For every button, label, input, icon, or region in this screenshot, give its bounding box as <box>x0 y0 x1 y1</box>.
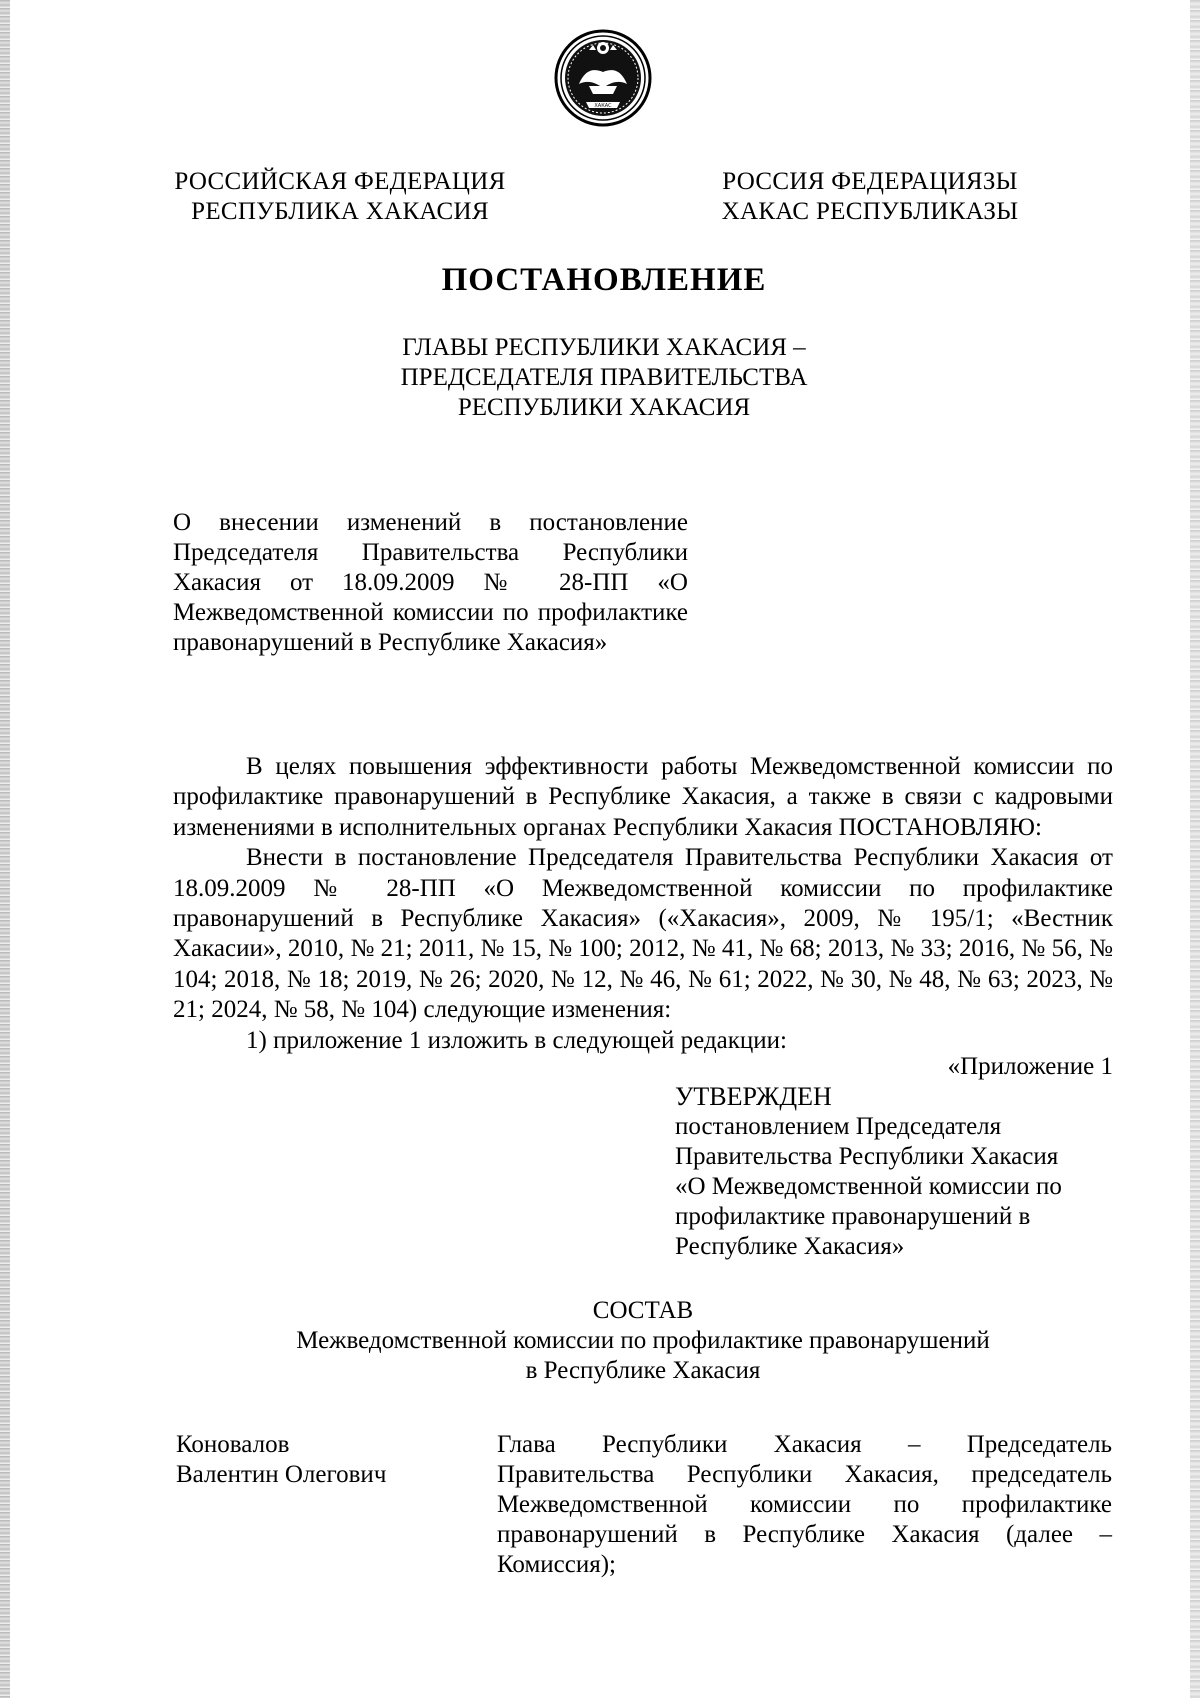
approved-line-4: профилактике правонарушений в <box>675 1203 1031 1230</box>
composition-title: СОСТАВ <box>592 1297 694 1324</box>
approved-title: УТВЕРЖДЕН <box>675 1082 832 1111</box>
header-right <box>720 167 1020 227</box>
scan-edge-left <box>0 0 10 1698</box>
body-paragraph-3: 1) приложение 1 изложить в следующей редакции: <box>246 1026 787 1054</box>
header-left <box>170 167 510 227</box>
approved-line-2: Правительства Республики Хакасия <box>675 1143 1059 1170</box>
member-name <box>176 1430 446 1490</box>
document-title: ПОСТАНОВЛЕНИЕ <box>441 262 767 298</box>
document-body <box>173 752 1113 1056</box>
header-right-line2: ХАКАС РЕСПУБЛИКАЗЫ <box>721 198 1019 225</box>
member-role: Глава Республики Хакасия – Председатель Правительства Республики Хакасия, председатель Межведомственной комиссии по профилактике правонарушений в Республике Хакасия (далее – Комиссия); <box>497 1431 1112 1578</box>
member-surname: Коновалов <box>176 1431 290 1458</box>
header-left-line2: РЕСПУБЛИКА ХАКАСИЯ <box>191 198 489 225</box>
subtitle-line3: РЕСПУБЛИКИ ХАКАСИЯ <box>457 394 751 421</box>
member-given-names: Валентин Олегович <box>176 1461 387 1488</box>
approved-line-5: Республике Хакасия» <box>675 1233 905 1260</box>
approved-line-3: «О Межведомственной комиссии по <box>675 1173 1062 1200</box>
body-paragraph-2: Внести в постановление Председателя Правительства Республики Хакасия от 18.09.2009 № 28-ПП «О Межведомственной комиссии по профилактике правонарушений в Республике Хакасия» («Хакасия», 2009, № 195/1; «Вестник Хакасии», 2010, № 21; 2011, № 15, № 100; 2012, № 41, № 68; 2013, № 33; 2016, № 56, № 104; 2018, № 18; 2019, № 26; 2020, № 12, № 46, № 61; 2022, № 30, № 48, № 63; 2023, № 21; 2024, № 58, № 104) следующие изменения: <box>173 844 1113 1024</box>
document-subtitle <box>0 333 1200 423</box>
subtitle-line1: ГЛАВЫ РЕСПУБЛИКИ ХАКАСИЯ – <box>402 334 806 361</box>
composition-line-2: в Республике Хакасия <box>525 1357 761 1384</box>
approved-block <box>675 1082 1115 1262</box>
emblem-seal-text: ХАКАС <box>594 103 612 109</box>
composition-line-1: Межведомственной комиссии по профилактике правонарушений <box>296 1327 990 1354</box>
body-paragraph-1: В целях повышения эффективности работы Межведомственной комиссии по профилактике правонарушений в Республике Хакасия, а также в связи с кадровыми изменениями в исполнительных органах Республики Хакасия ПОСТАНОВЛЯЮ: <box>173 753 1113 841</box>
document-about: О внесении изменений в постановление Председателя Правительства Республики Хакасия от 18.09.2009 № 28-ПП «О Межведомственной комиссии по профилактике правонарушений в Республике Хакасия» <box>173 509 688 656</box>
subtitle-line2: ПРЕДСЕДАТЕЛЯ ПРАВИТЕЛЬСТВА <box>400 364 808 391</box>
scan-edge-right <box>1190 0 1200 1698</box>
appendix-label: «Приложение 1 <box>947 1053 1113 1080</box>
header-right-line1: РОССИЯ ФЕДЕРАЦИЯЗЫ <box>722 168 1018 195</box>
approved-line-1: постановлением Председателя <box>675 1113 1002 1140</box>
composition-heading <box>173 1296 1113 1386</box>
header-left-line1: РОССИЙСКАЯ ФЕДЕРАЦИЯ <box>174 168 506 195</box>
coat-of-arms-icon <box>553 28 653 128</box>
